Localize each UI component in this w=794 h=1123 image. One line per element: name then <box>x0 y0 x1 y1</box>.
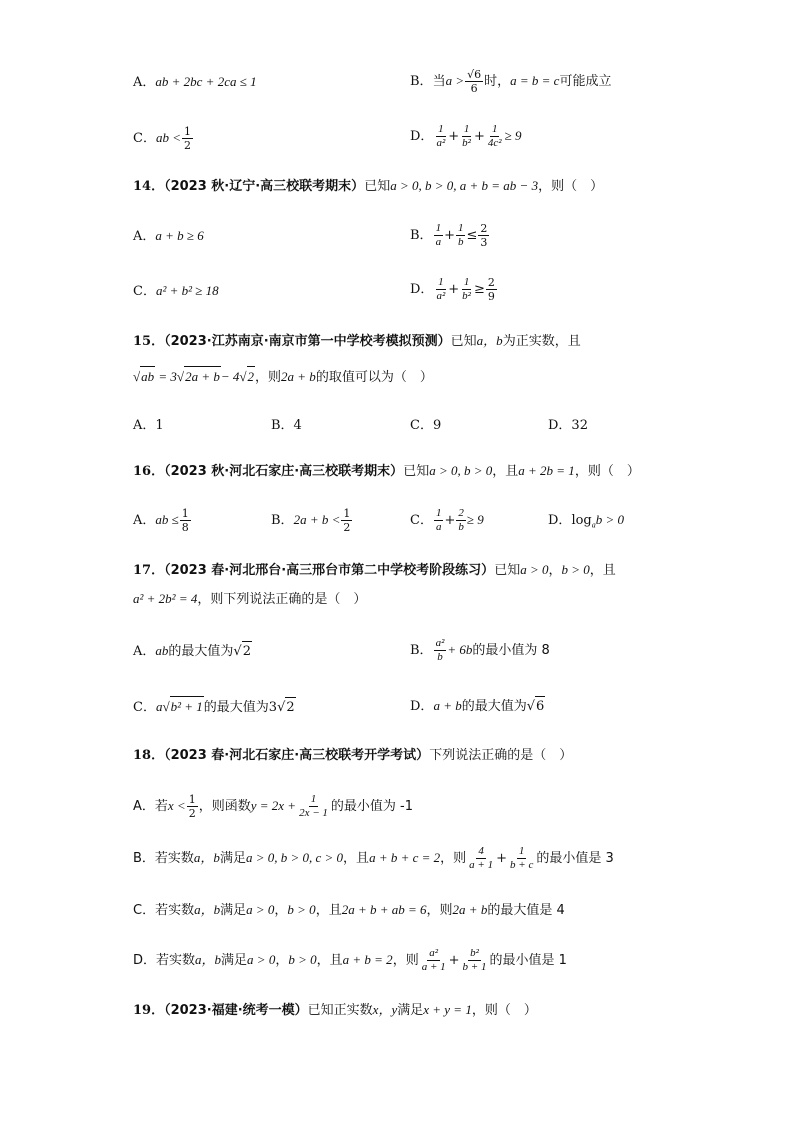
q17-option-a: A．ab的最大值为 √ 2 <box>133 641 252 662</box>
q16-stem: 16．（2023 秋·河北石家庄·高三校联考期末）已知a > 0, b > 0，且a + 2b = 1，则（ ） <box>133 463 640 479</box>
q13-option-b: B．当a > $\frac{√6}{6}$ 时，a = b = c可能成立 <box>410 68 612 95</box>
q18-option-b: B．若实数a，b满足a > 0, b > 0, c > 0，且a + b + c = 2，则 $\frac{4}{a + 1}$ + $\frac{1}{b + c}$ 的最小值是 3 <box>133 845 614 871</box>
q18-option-c: C．若实数a，b满足a > 0，b > 0，且2a + b + ab = 6，则2a + b的最大值是 4 <box>133 902 565 918</box>
q18-option-d: D．若实数a，b满足a > 0，b > 0，且a + b = 2，则 $\frac{\text{a²}}{a + 1}$ + $\frac{\text{b²}}{b + 1}$ 的最小值是 1 <box>133 947 567 973</box>
q14-option-a: A．a + b ≥ 6 <box>133 228 204 244</box>
q15-equation: √ ab = 3 √ 2a + b − 4 √ 2 ，则2a + b的取值可以为（ ） <box>133 366 433 388</box>
q13-option-d: D． $\frac{1}{\text{a²}}$ + $\frac{1}{\text{b²}}$ + $\frac{1}{\text{4c²}}$ ≥ 9 <box>410 123 522 149</box>
q14-option-d: D． $\frac{1}{\text{a²}}$ + $\frac{1}{\text{b²}}$ ≥ $\frac{2}{9}$ <box>410 276 495 303</box>
q15-option-d: D．32 <box>548 418 588 433</box>
q18-stem: 18．（2023 春·河北石家庄·高三校联考开学考试）下列说法正确的是（ ） <box>133 748 573 763</box>
q16-option-c: C． $\frac{1}{a}$ + $\frac{2}{b}$ ≥ 9 <box>410 507 484 533</box>
q17-stem: 17．（2023 春·河北邢台·高三邢台市第二中学校考阶段练习）已知a > 0，b > 0，且 <box>133 562 616 578</box>
q14-option-c: C．a² + b² ≥ 18 <box>133 283 219 299</box>
q15-option-b: B．4 <box>271 418 302 433</box>
q17-option-d: D．a + b的最大值为 √ 6 <box>410 696 545 717</box>
q14-stem: 14．（2023 秋·辽宁·高三校联考期末）已知a > 0, b > 0, a + b = ab − 3，则（ ） <box>133 178 604 194</box>
q14-option-b: B． $\frac{1}{a}$ + $\frac{1}{b}$ ≤ $\frac{2}{3}$ <box>410 222 488 249</box>
q16-option-d: D．$\log_ab > 0$ <box>548 512 625 530</box>
q18-option-a: A．若x < $\frac{1}{2}$ ，则函数y = 2x + $\frac{1}{2x - 1}$ 的最小值为 -1 <box>133 793 413 820</box>
q13-option-c: C．ab < $\frac{1}{2}$ <box>133 125 191 152</box>
q19-stem: 19．（2023·福建·统考一模）已知正实数x，y满足x + y = 1，则（ ） <box>133 1002 537 1018</box>
q17-option-b: B． $\frac{\text{a²}}{b}$ + 6b的最小值为 8 <box>410 637 550 663</box>
q16-option-b: B．2a + b < $\frac{1}{2}$ <box>271 507 351 534</box>
q15-stem: 15．（2023·江苏南京·南京市第一中学校考模拟预测）已知a，b为正实数，且 <box>133 333 581 349</box>
q17-option-c: C．a √ b² + 1 的最大值为3 √ 2 <box>133 696 296 718</box>
q17-stem-line2: a² + 2b² = 4，则下列说法正确的是（ ） <box>133 591 367 607</box>
q16-option-a: A．ab ≤ $\frac{1}{8}$ <box>133 507 189 534</box>
q15-option-c: C．9 <box>410 418 442 433</box>
q13-option-a: A．ab + 2bc + 2ca ≤ 1 <box>133 74 257 90</box>
q15-option-a: A．1 <box>133 418 164 433</box>
